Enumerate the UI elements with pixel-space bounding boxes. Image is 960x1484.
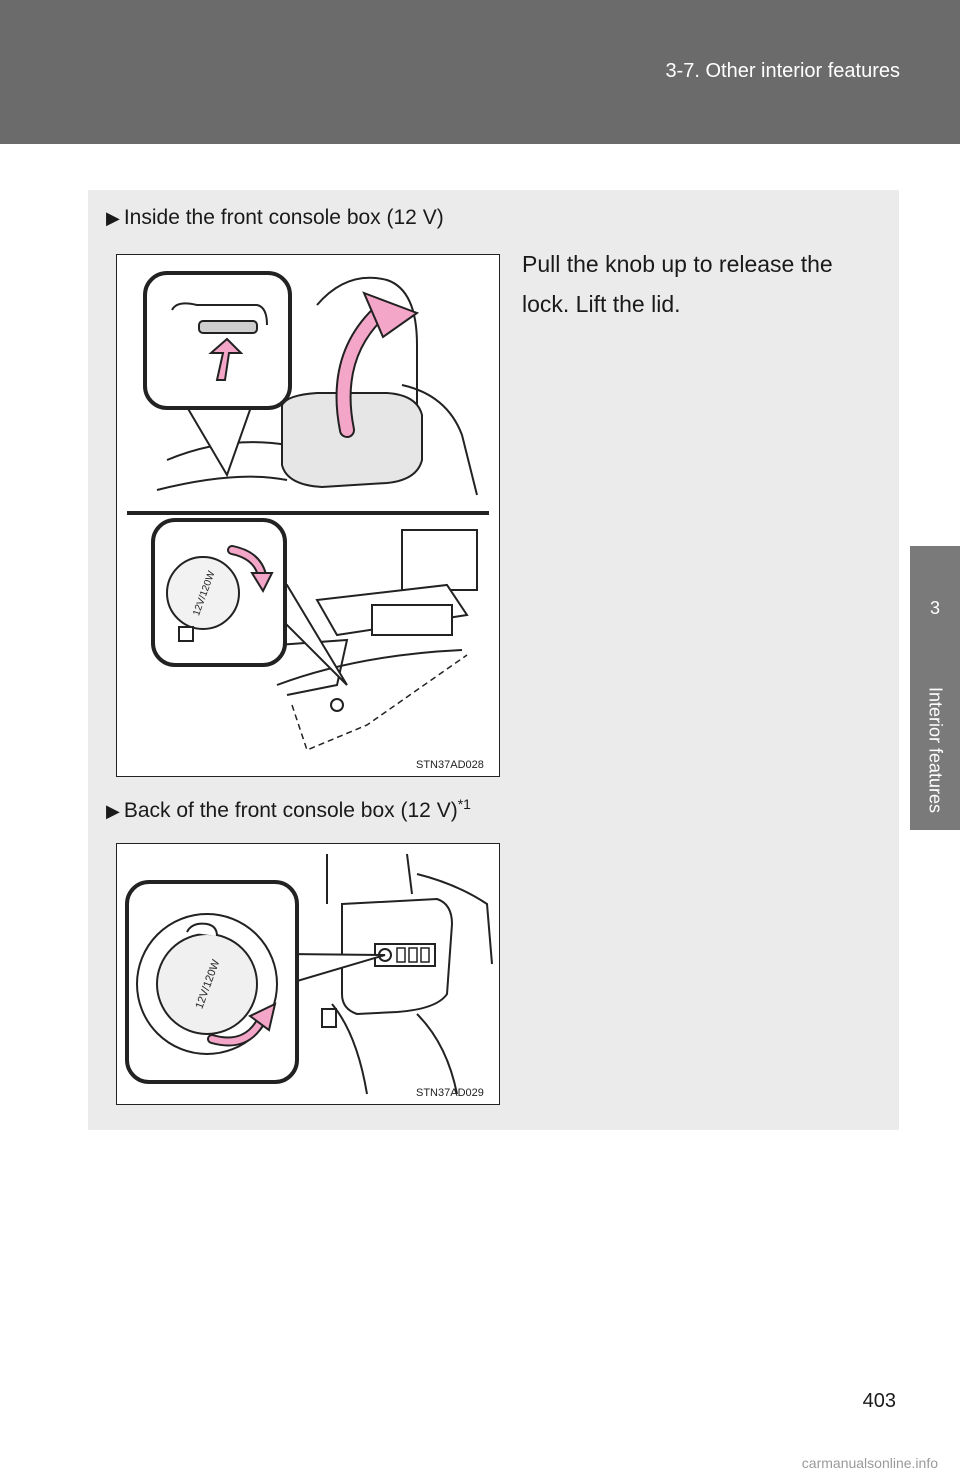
figure-front-console-box — [116, 254, 500, 777]
footnote-marker: *1 — [457, 796, 471, 812]
triangle-bullet-icon: ▶ — [106, 801, 120, 821]
section-heading-text: Back of the front console box (12 V) — [123, 799, 458, 822]
chapter-label: Interior features — [925, 686, 946, 814]
cap-label-text: 12V/120W — [191, 569, 218, 618]
cap-label-text: 12V/120W — [193, 958, 223, 1011]
console-illustration-2 — [117, 844, 499, 1104]
section-heading-front-console — [106, 206, 444, 230]
section-title: 3-7. Other interior features — [665, 60, 900, 82]
figure-caption-2: STN37AD029 — [416, 1087, 484, 1099]
page-header — [0, 0, 960, 144]
section-heading-text: Inside the front console box (12 V) — [123, 206, 444, 229]
console-illustration-1 — [117, 255, 499, 776]
figure-back-console-box — [116, 843, 500, 1105]
instruction-text: Pull the knob up to release the lock. Lift the lid. — [522, 251, 833, 317]
watermark-text: carmanualsonline.info — [801, 1455, 938, 1471]
page-number: 403 — [862, 1390, 896, 1412]
section-heading-back-console — [106, 796, 471, 823]
figure-caption-1: STN37AD028 — [416, 759, 484, 771]
chapter-label-tab — [910, 670, 960, 830]
chapter-number-tab: 3 — [910, 546, 960, 670]
triangle-bullet-icon: ▶ — [106, 208, 120, 228]
